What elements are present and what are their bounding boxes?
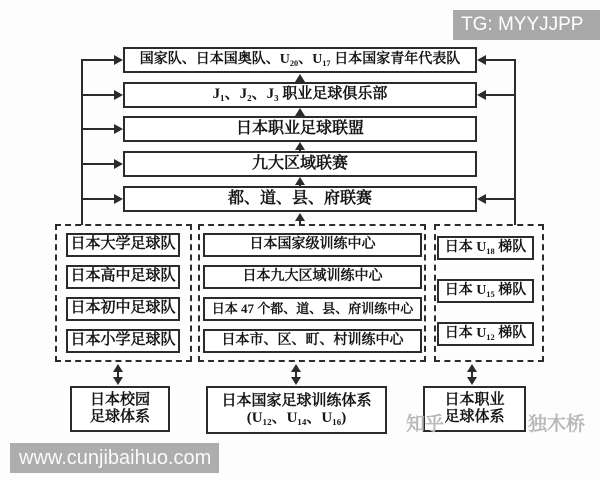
national-training-system-box <box>206 386 387 434</box>
youth-echelon-u18: 日本 U₁₈ 梯队 <box>437 236 534 260</box>
right-arrow-line-1 <box>486 59 515 61</box>
training-center-regional: 日本九大区域训练中心 <box>203 265 422 289</box>
national-system-line1: 日本国家足球训练体系 <box>221 392 372 409</box>
tg-watermark-label: TG: MYYJJPP <box>453 10 600 40</box>
youth-echelon-u15: 日本 U₁₅ 梯队 <box>437 279 534 303</box>
zhihu-watermark-suffix: 独木桥 <box>528 414 586 435</box>
up-arrow-2-line <box>299 114 301 117</box>
school-team-highschool: 日本高中足球队 <box>66 265 180 289</box>
right-arrow-head-1-icon <box>477 55 486 65</box>
site-watermark-bar: www.cunjibaihuo.com <box>10 443 219 473</box>
pro-system-arrow-down-icon <box>467 377 477 385</box>
left-arrow-head-2-icon <box>114 90 123 100</box>
left-arrow-line-2 <box>82 94 116 96</box>
school-team-middleschool: 日本初中足球队 <box>66 297 180 321</box>
right-arrow-head-5-icon <box>477 194 486 204</box>
up-arrow-1-line <box>299 80 301 83</box>
up-arrow-3-line <box>299 148 301 152</box>
right-arrow-line-5 <box>486 198 515 200</box>
school-team-university: 日本大学足球队 <box>66 233 180 257</box>
pyramid-level-jleague-clubs: J₁、J₂、J₃ 职业足球俱乐部 <box>123 82 477 108</box>
training-center-national: 日本国家级训练中心 <box>203 233 422 257</box>
school-system-line2: 足球体系 <box>89 409 150 425</box>
pyramid-level-regional-league: 九大区域联赛 <box>123 151 477 177</box>
left-feeder-line <box>81 59 83 225</box>
right-arrow-line-2 <box>486 94 515 96</box>
left-arrow-head-5-icon <box>114 194 123 204</box>
pyramid-level-pro-league: 日本职业足球联盟 <box>123 116 477 142</box>
left-arrow-line-4 <box>82 163 116 165</box>
up-arrow-4-line <box>299 183 301 187</box>
pyramid-level-national-team: 国家队、日本国奥队、U₂₀、U₁₇ 日本国家青年代表队 <box>123 47 477 73</box>
left-arrow-head-1-icon <box>114 55 123 65</box>
right-arrow-head-2-icon <box>477 90 486 100</box>
left-arrow-head-3-icon <box>114 124 123 134</box>
right-feeder-line <box>514 59 516 225</box>
zhihu-watermark-prefix: 知乎 <box>406 414 445 435</box>
school-team-elementary: 日本小学足球队 <box>66 329 180 353</box>
left-arrow-head-4-icon <box>114 159 123 169</box>
school-system-line1: 日本校园 <box>89 391 150 408</box>
pro-system-line2: 足球体系 <box>444 409 505 425</box>
youth-echelon-u12: 日本 U₁₂ 梯队 <box>437 322 534 346</box>
school-football-system-box <box>70 386 170 432</box>
training-center-prefecture: 日本 47 个都、道、县、府训练中心 <box>203 297 422 321</box>
left-arrow-line-3 <box>82 128 116 130</box>
school-system-arrow-down-icon <box>113 377 123 385</box>
training-center-municipal: 日本市、区、町、村训练中心 <box>203 329 422 353</box>
left-arrow-line-1 <box>82 59 116 61</box>
pro-system-line1: 日本职业 <box>444 391 505 408</box>
pyramid-level-prefecture-league: 都、道、县、府联赛 <box>123 186 477 212</box>
national-system-arrow-down-icon <box>291 377 301 385</box>
national-system-line2: (U₁₂、U₁₄、U₁₆) <box>246 410 347 426</box>
left-arrow-line-5 <box>82 198 116 200</box>
